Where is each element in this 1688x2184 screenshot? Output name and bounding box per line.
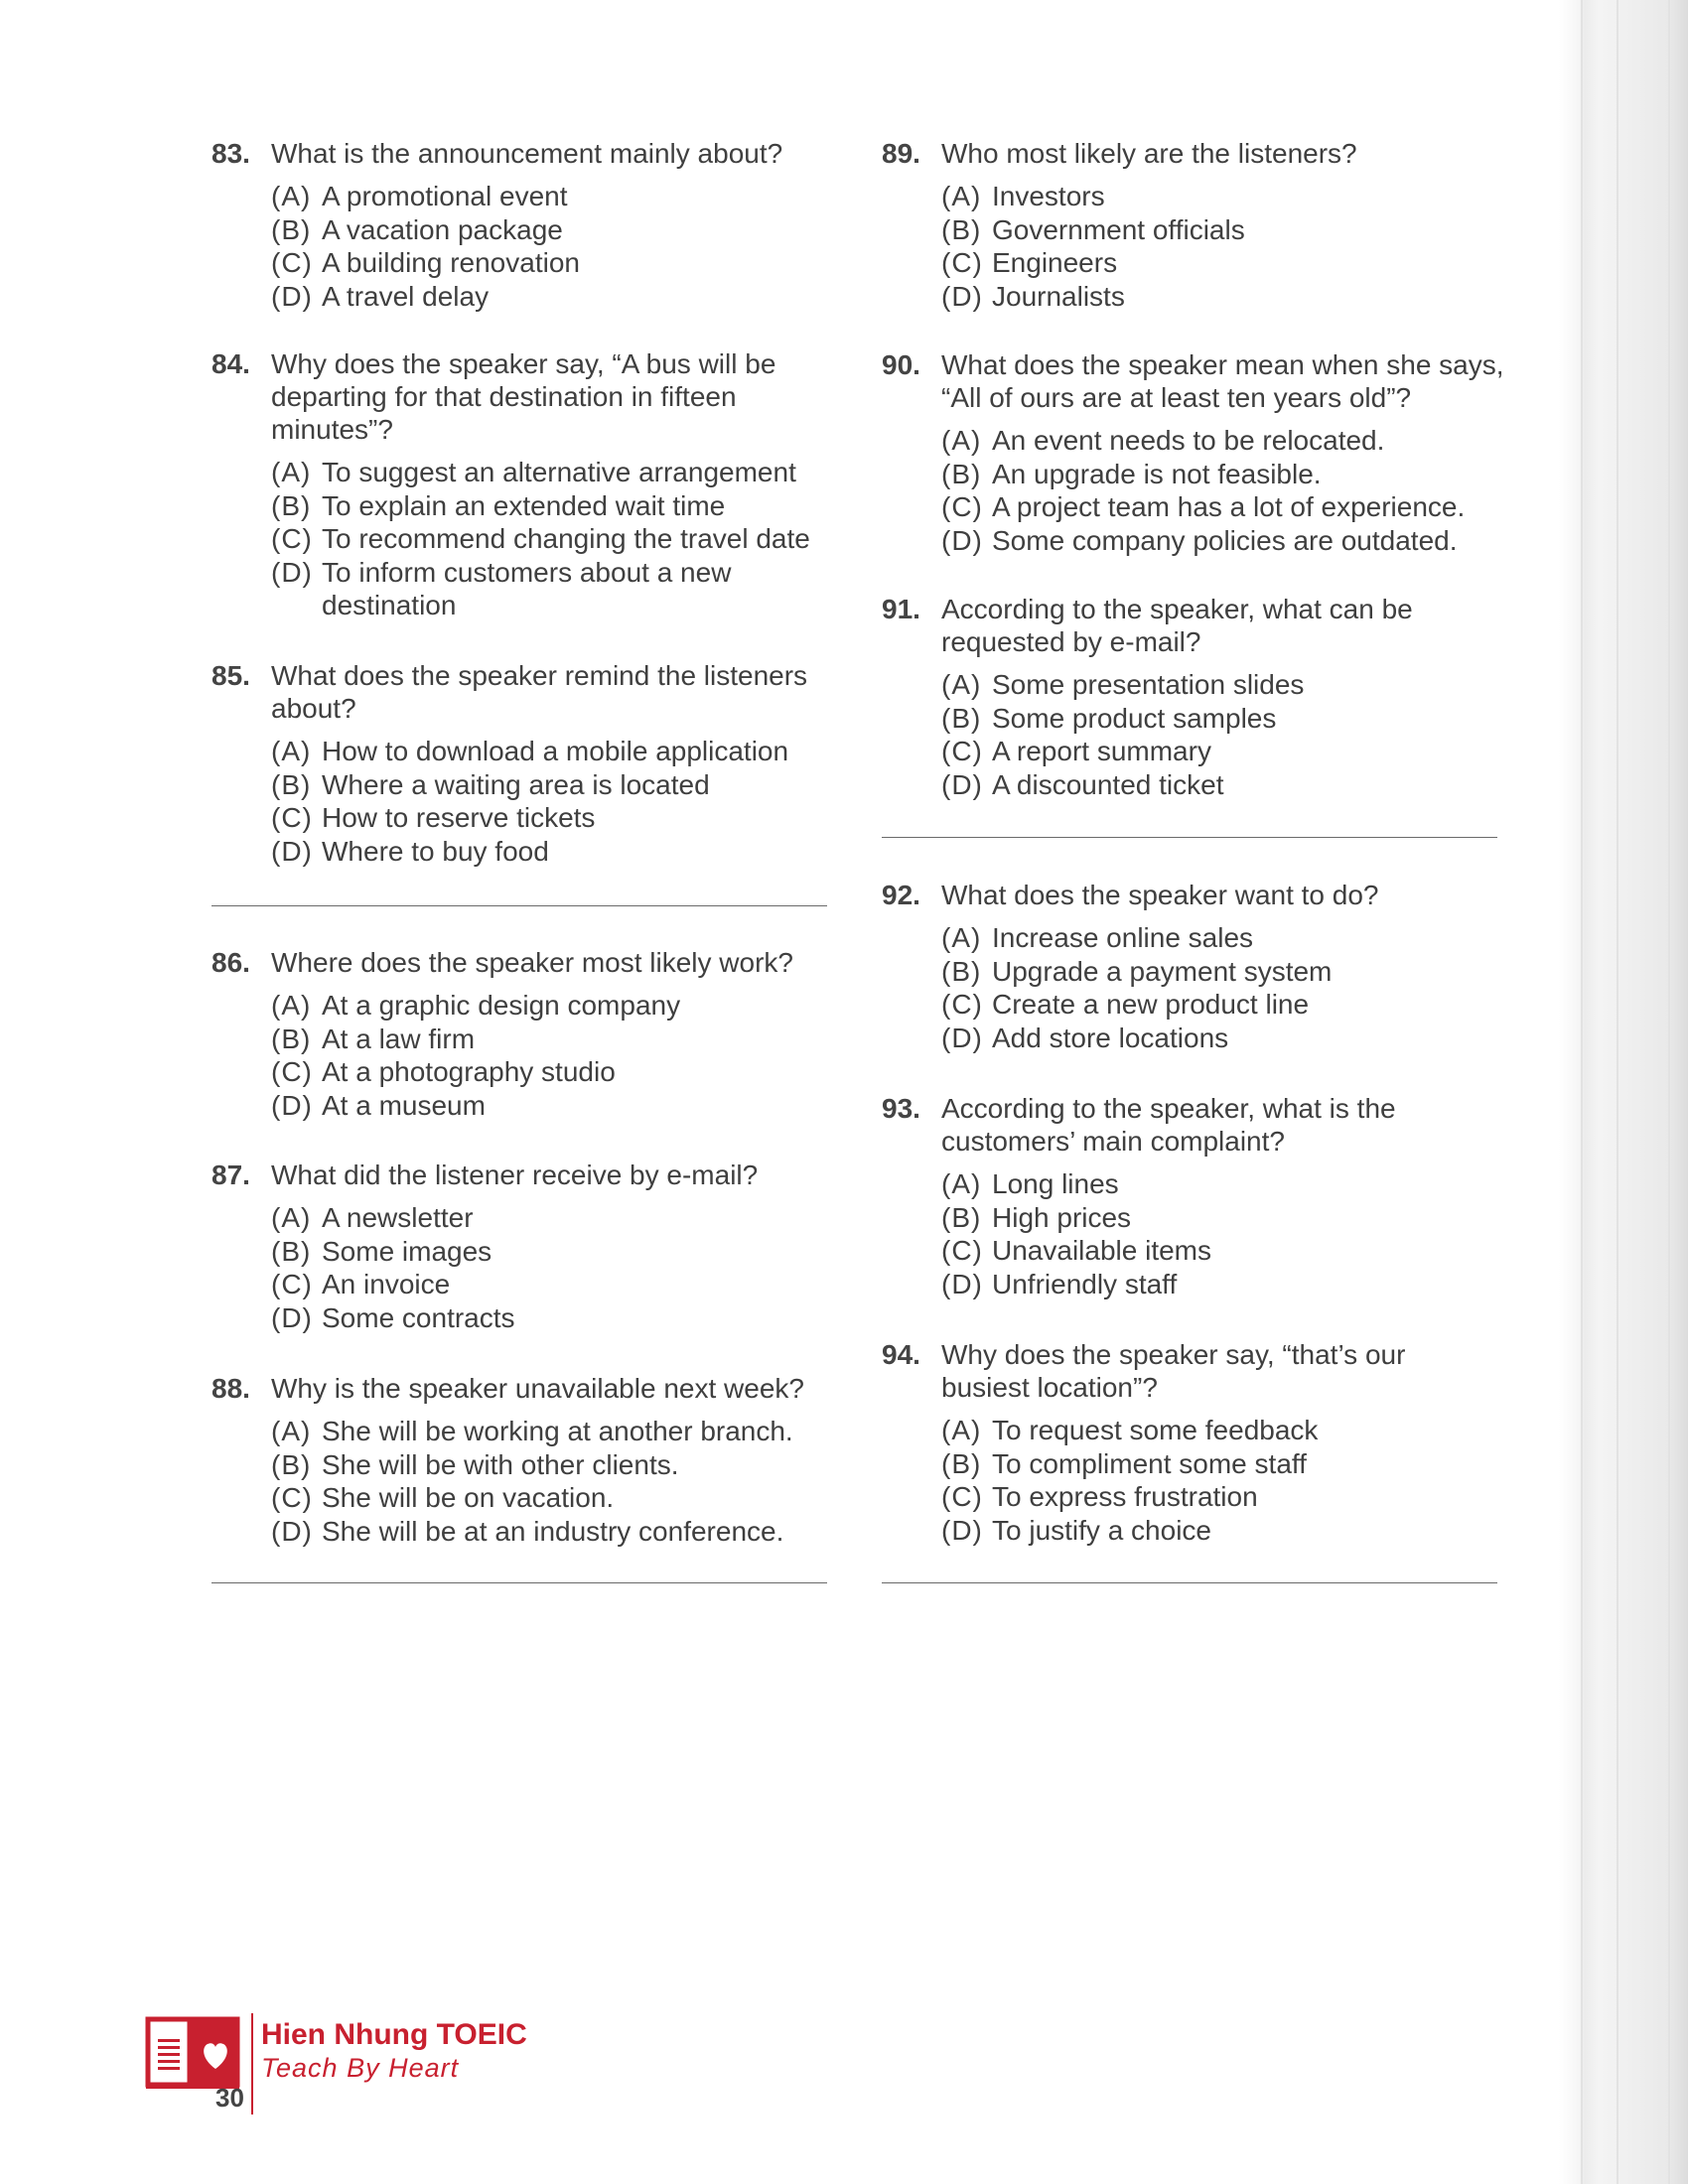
option-b [941,955,1517,989]
option-letter: (B) [271,1235,312,1267]
question-number: 83. [211,138,250,169]
question-number: 89. [882,138,920,169]
option-letter: (A) [271,181,312,211]
option-a [271,735,847,768]
option-text: Some contracts [322,1301,515,1333]
option-text: A report summary [992,736,1211,766]
question-89 [882,137,1517,313]
option-letter: (A) [941,425,982,456]
option-letter: (B) [941,213,982,245]
option-text: A newsletter [322,1202,474,1233]
option-letter: (A) [271,1202,312,1233]
question-text: What does the speaker mean when she says, “All of ours are at least ten years old”? [941,349,1504,413]
option-letter: (A) [941,1415,982,1445]
option-text: To explain an extended wait time [322,489,726,521]
question-text: What does the speaker want to do? [941,880,1379,910]
option-letter: (C) [941,989,983,1020]
option-text: At a graphic design company [322,990,681,1021]
question-number: 85. [211,660,250,691]
option-text: At a museum [322,1089,486,1121]
option-text: Where a waiting area is located [322,768,710,800]
option-c [271,1055,847,1089]
option-text: An invoice [322,1269,451,1299]
question-number: 93. [882,1093,920,1124]
section-divider [882,1582,1497,1583]
options-list [271,1415,847,1548]
option-letter: (D) [271,556,313,588]
option-text: Some product samples [992,702,1277,734]
option-letter: (B) [271,489,312,521]
option-letter: (D) [271,1515,313,1547]
option-a [271,456,847,489]
option-letter: (D) [271,280,313,312]
option-letter: (B) [271,1023,312,1054]
question-text: Why is the speaker unavailable next week? [271,1373,804,1404]
option-text: Upgrade a payment system [992,955,1333,987]
options-list [941,668,1517,801]
brand-logo [144,2013,561,2113]
option-a [941,1167,1517,1201]
option-letter: (B) [941,702,982,734]
option-letter: (B) [271,213,312,245]
option-text: Unfriendly staff [992,1268,1178,1299]
option-d [271,556,847,622]
option-text: How to reserve tickets [322,802,596,833]
section-divider [211,1582,827,1583]
option-text: Journalists [992,280,1125,312]
option-text: Unavailable items [992,1235,1211,1266]
option-letter: (B) [941,1201,982,1233]
option-text: Some images [322,1235,492,1267]
option-letter: (A) [271,990,312,1021]
option-text: To request some feedback [992,1415,1319,1445]
option-a [271,989,847,1023]
option-letter: (D) [941,280,983,312]
option-text: To express frustration [992,1481,1258,1512]
option-letter: (A) [941,922,982,953]
option-text: How to download a mobile application [322,736,789,766]
option-d [271,1301,847,1335]
option-c [271,522,847,556]
option-text: She will be working at another branch. [322,1416,793,1446]
option-b [941,213,1517,247]
question-85 [211,659,847,868]
option-c [941,1480,1517,1514]
option-c [271,1481,847,1515]
question-text: What did the listener receive by e-mail? [271,1160,759,1190]
option-d [941,1268,1517,1301]
option-b [271,1023,847,1056]
option-text: To inform customers about a new destination [322,556,732,620]
option-b [271,768,847,802]
option-text: An event needs to be relocated. [992,425,1385,456]
question-text: Why does the speaker say, “that’s our busiest location”? [941,1339,1406,1403]
question-number: 86. [211,947,250,978]
option-b [941,1447,1517,1481]
option-c [941,735,1517,768]
question-92 [882,879,1517,1054]
question-text: What does the speaker remind the listeners about? [271,660,808,724]
option-a [271,1415,847,1448]
option-letter: (D) [941,1514,983,1546]
option-text: Where to buy food [322,835,549,867]
question-88 [211,1372,847,1548]
page-number: 30 [215,2083,244,2113]
option-letter: (C) [271,1269,313,1299]
option-text: She will be with other clients. [322,1448,679,1480]
option-a [271,1201,847,1235]
question-number: 94. [882,1339,920,1370]
option-letter: (A) [941,669,982,700]
option-c [271,1268,847,1301]
option-b [271,213,847,247]
section-divider [211,905,827,906]
option-text: To justify a choice [992,1514,1211,1546]
option-text: A travel delay [322,280,490,312]
options-list [941,424,1517,557]
question-text: Who most likely are the listeners? [941,138,1357,169]
option-letter: (A) [271,457,312,487]
option-c [941,1234,1517,1268]
question-86 [211,946,847,1122]
question-number: 90. [882,349,920,380]
option-d [941,1022,1517,1055]
question-90 [882,348,1517,557]
option-b [941,702,1517,736]
option-text: Create a new product line [992,989,1310,1020]
options-list [941,1167,1517,1300]
option-a [941,921,1517,955]
options-list [941,921,1517,1054]
option-letter: (D) [941,768,983,800]
option-letter: (C) [941,1481,983,1512]
options-list [271,456,847,622]
option-text: At a photography studio [322,1056,616,1087]
option-letter: (D) [941,524,983,556]
option-text: A vacation package [322,213,563,245]
options-list [941,180,1517,313]
option-c [271,801,847,835]
option-text: To suggest an alternative arrangement [322,457,796,487]
question-number: 87. [211,1160,250,1190]
option-b [941,1201,1517,1235]
option-letter: (C) [941,247,983,278]
option-letter: (D) [941,1268,983,1299]
question-text: Why does the speaker say, “A bus will be departing for that destination in fifteen minutes”? [271,348,776,445]
scanned-page-edge [1559,0,1688,2184]
brand-name: Hien Nhung TOEIC [261,2018,527,2051]
question-text: According to the speaker, what is the customers’ main complaint? [941,1093,1396,1157]
option-letter: (C) [941,736,983,766]
logo-divider [251,2013,253,2115]
option-text: An upgrade is not feasible. [992,458,1322,489]
option-letter: (A) [941,181,982,211]
question-number: 88. [211,1373,250,1404]
option-letter: (A) [271,736,312,766]
option-text: Long lines [992,1168,1119,1199]
option-a [941,424,1517,458]
option-a [941,1414,1517,1447]
question-text: Where does the speaker most likely work? [271,947,793,978]
option-text: High prices [992,1201,1132,1233]
question-number: 84. [211,348,250,379]
option-text: Engineers [992,247,1118,278]
option-letter: (D) [271,1089,313,1121]
question-84 [211,347,847,622]
question-91 [882,593,1517,801]
question-number: 92. [882,880,920,910]
options-list [271,735,847,868]
option-b [271,489,847,523]
option-text: A promotional event [322,181,568,211]
question-87 [211,1159,847,1334]
option-text: Some presentation slides [992,669,1305,700]
option-letter: (C) [271,1056,313,1087]
question-text: What is the announcement mainly about? [271,138,783,169]
option-d [941,524,1517,558]
options-list [271,989,847,1122]
option-text: A project team has a lot of experience. [992,491,1466,522]
option-d [271,280,847,314]
option-d [271,835,847,869]
option-letter: (B) [941,955,982,987]
options-list [271,180,847,313]
option-letter: (B) [271,1448,312,1480]
option-letter: (C) [271,1482,313,1513]
option-letter: (C) [271,802,313,833]
option-c [271,246,847,280]
question-94 [882,1338,1517,1547]
option-letter: (C) [271,523,313,554]
option-text: Some company policies are outdated. [992,524,1458,556]
option-c [941,988,1517,1022]
options-list [271,1201,847,1334]
option-a [271,180,847,213]
option-text: She will be on vacation. [322,1482,615,1513]
option-letter: (B) [271,768,312,800]
option-text: Government officials [992,213,1245,245]
option-b [941,458,1517,491]
option-d [271,1515,847,1549]
option-text: Add store locations [992,1022,1229,1053]
option-text: To compliment some staff [992,1447,1307,1479]
option-c [941,490,1517,524]
question-text: According to the speaker, what can be requested by e-mail? [941,594,1413,657]
option-b [271,1448,847,1482]
option-a [941,668,1517,702]
section-divider [882,837,1497,838]
question-93 [882,1092,1517,1300]
option-c [941,246,1517,280]
option-letter: (A) [271,1416,312,1446]
option-letter: (D) [271,835,313,867]
option-letter: (B) [941,1447,982,1479]
option-letter: (D) [271,1301,313,1333]
option-d [941,280,1517,314]
option-d [941,768,1517,802]
option-letter: (C) [941,491,983,522]
option-text: She will be at an industry conference. [322,1515,784,1547]
question-83 [211,137,847,313]
option-letter: (C) [271,247,313,278]
option-d [271,1089,847,1123]
question-number: 91. [882,594,920,624]
option-text: To recommend changing the travel date [322,523,810,554]
option-text: At a law firm [322,1023,476,1054]
book-heart-icon [144,2013,241,2091]
option-letter: (D) [941,1022,983,1053]
option-text: A discounted ticket [992,768,1224,800]
option-b [271,1235,847,1269]
options-list [941,1414,1517,1547]
brand-tagline: Teach By Heart [261,2053,460,2083]
option-letter: (C) [941,1235,983,1266]
option-text: Increase online sales [992,922,1254,953]
option-letter: (B) [941,458,982,489]
option-text: A building renovation [322,247,580,278]
option-a [941,180,1517,213]
option-letter: (A) [941,1168,982,1199]
option-text: Investors [992,181,1105,211]
option-d [941,1514,1517,1548]
